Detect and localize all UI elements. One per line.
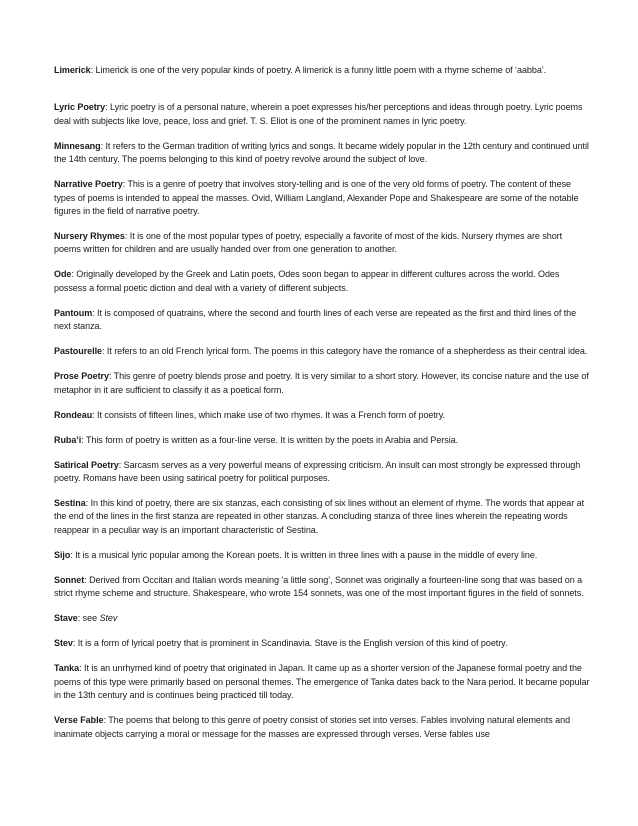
entry-verse-fable (54, 714, 590, 741)
definition-text: : Originally developed by the Greek and Latin poets, Odes soon began to appear in different cultures across the world. Odes possess a formal poetic diction and deal with a variety of different subjects. (54, 269, 560, 293)
entry-ode (54, 268, 590, 295)
definition-text: : Sarcasm serves as a very powerful means of expressing criticism. An insult can most strongly be expressed through poetry. Romans have been using satirical poetry for political purposes. (54, 459, 581, 484)
entry-lyric-poetry (54, 101, 590, 128)
term-label: Narrative Poetry (54, 179, 123, 190)
term-label: Lyric Poetry (54, 102, 106, 113)
term-label: Stave (54, 613, 78, 624)
entry-narrative-poetry (54, 178, 590, 218)
entry-sonnet (54, 574, 590, 601)
entry-stev (54, 637, 590, 650)
term-label: Stev (54, 638, 73, 649)
term-label: Verse Fable (54, 715, 104, 726)
term-label: Sestina (54, 498, 86, 509)
document-page (54, 64, 590, 753)
definition-text: : It consists of fifteen lines, which make use of two rhymes. It was a French form of poetry. (92, 409, 445, 420)
term-label: Nursery Rhymes (54, 231, 125, 242)
definition-text: : It is composed of quatrains, where the second and fourth lines of each verse are repeated as the first and third lines of the next stanza. (54, 307, 577, 332)
definition-text: : It refers to an old French lyrical form. The poems in this category have the romance of a shepherdess as their central idea. (101, 346, 588, 357)
entry-sestina (54, 497, 590, 537)
definition-text: : It refers to the German tradition of writing lyrics and songs. It became widely popular in the 12th century and continued until the 14th century. The poems belonging to this kind of poetry revolve around the subject of love. (54, 140, 589, 165)
entry-pastourelle (54, 345, 590, 358)
entry-pantoum (54, 307, 590, 334)
entry-limerick (54, 64, 590, 77)
term-label: Satirical Poetry (54, 459, 119, 470)
term-label: Prose Poetry (54, 371, 109, 382)
definition-text: : It is one of the most popular types of poetry, especially a favorite of most of the kids. Nursery rhymes are short poems written for children and are usually handed over from one generation to another. (54, 231, 563, 255)
cross-reference: Stev (99, 613, 118, 624)
entry-satirical-poetry (54, 459, 590, 486)
term-label: Minnesang (54, 140, 101, 151)
entry-stave (54, 612, 590, 625)
definition-text: : It is an unrhymed kind of poetry that originated in Japan. It came up as a shorter version of the Japanese formal poetry and the poems of this type were primarily based on personal themes. The emergence of Tanka dates back to the Nara period. It became popular in the 13th century and is continues being practiced till today. (54, 663, 590, 701)
term-label: Ruba’i (54, 434, 82, 445)
entry-tanka (54, 662, 590, 702)
definition-text: : The poems that belong to this genre of poetry consist of stories set into verses. Fables involving natural elements and inanimate objects carrying a moral or message for the masses are expressed through verses. Verse fables use (54, 715, 571, 739)
definition-text: : Limerick is one of the very popular kinds of poetry. A limerick is a funny little poem with a rhyme scheme of ‘aabba’. (90, 65, 547, 75)
definition-text: : Derived from Occitan and Italian words meaning ‘a little song’, Sonnet was originally a fourteen-line song that was based on a strict rhyme scheme and structure. Shakespeare, who wrote 154 sonnets, was one of the most important figures in the field of sonnets. (54, 574, 584, 599)
term-label: Tanka (54, 663, 80, 674)
term-label: Rondeau (54, 409, 93, 420)
term-label: Ode (54, 269, 72, 280)
entry-nursery-rhymes (54, 230, 590, 257)
definition-text: : This is a genre of poetry that involves story-telling and is one of the very old forms of poetry. The content of these types of poems is intended to appeal the masses. Ovid, William Langland, Alexander Pope and Shakespeare are some of the notable figures in the field of narrative poetry. (54, 179, 579, 217)
term-label: Pastourelle (54, 346, 102, 357)
definition-text: : This form of poetry is written as a four-line verse. It is written by the poets in Arabia and Persia. (81, 434, 459, 445)
entry-rubai (54, 434, 590, 447)
definition-text: : It is a form of lyrical poetry that is prominent in Scandinavia. Stave is the English version of this kind of poetry. (72, 638, 508, 649)
entry-sijo (54, 549, 590, 562)
definition-text: : Lyric poetry is of a personal nature, wherein a poet expresses his/her perceptions and ideas through poetry. Lyric poems deal with subjects like love, peace, loss and grief. T. S. Eliot is one of the prominent names in lyric poetry. (54, 102, 583, 126)
term-label: Sijo (54, 549, 71, 560)
term-label: Sonnet (54, 574, 85, 585)
definition-text: : In this kind of poetry, there are six stanzas, each consisting of six lines without an element of rhyme. The words that appear at the end of the lines in the first stanza are repeated in other stanzas. A concluding stanza of three lines wherein the repeating words reappear in a peculiar way is an important characteristic of Sestina. (54, 498, 585, 535)
entry-prose-poetry (54, 370, 590, 397)
definition-text: : This genre of poetry blends prose and poetry. It is very similar to a short story. However, its concise nature and the use of metaphor in it are sufficient to classify it as a poetical form. (54, 371, 589, 395)
term-label: Pantoum (54, 307, 93, 318)
definition-text: : see (77, 613, 100, 624)
term-label: Limerick (54, 65, 91, 75)
entry-rondeau (54, 409, 590, 422)
definition-text: : It is a musical lyric popular among the Korean poets. It is written in three lines with a pause in the middle of every line. (70, 549, 538, 560)
entry-minnesang (54, 140, 590, 167)
